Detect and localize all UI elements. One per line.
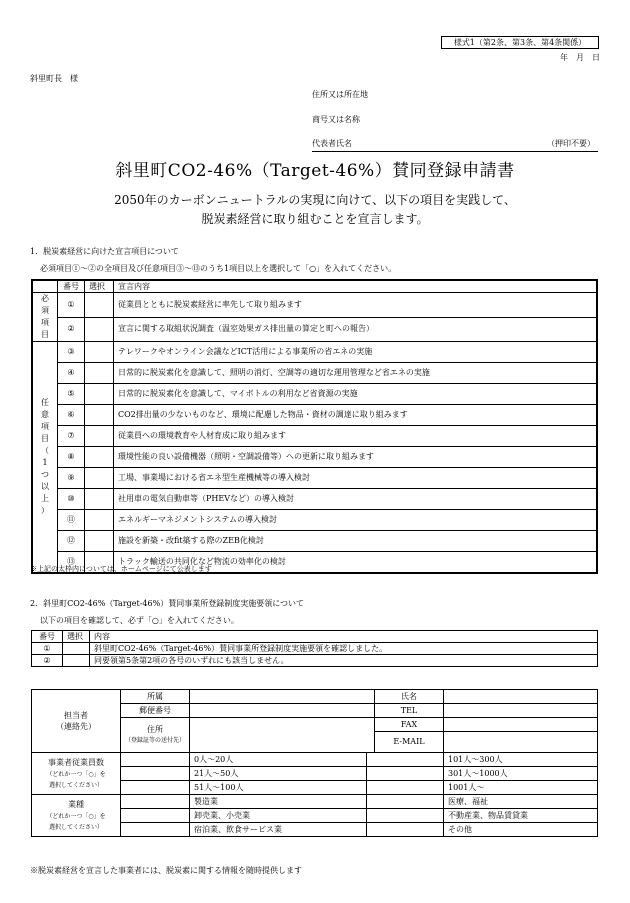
- select-cell[interactable]: [367, 767, 444, 781]
- name-label: 氏名: [375, 690, 444, 704]
- select-cell[interactable]: [85, 363, 114, 384]
- item-number: ⑦: [58, 426, 85, 447]
- item-text: 従業員とともに脱炭素経営に率先して取り組みます: [114, 293, 598, 318]
- group-header-blank: [32, 280, 58, 293]
- select-cell[interactable]: [367, 753, 444, 767]
- industry-option: 卸売業、小売業: [190, 809, 367, 823]
- item-text: エネルギーマネジメントシステムの導入検討: [114, 510, 598, 531]
- industry-option: 不動産業、物品賃貸業: [444, 809, 598, 823]
- item-text: 環境性能の良い設備機器（照明・空調設備等）への更新に取り組みます: [114, 447, 598, 468]
- publication-note: ※上記の太枠内については、ホームページにて公表します: [30, 565, 212, 573]
- item-number: ④: [58, 363, 85, 384]
- required-group-label: 必 須 項 目: [32, 293, 58, 342]
- select-cell[interactable]: [367, 823, 444, 837]
- item-number: ①: [58, 293, 85, 318]
- employees-label: 事業者従業員数 （どれか一つ「○」を 選択してください）: [32, 753, 121, 795]
- select-cell[interactable]: [367, 795, 444, 809]
- item-number: ⑪: [58, 510, 85, 531]
- col-number: 番号: [32, 631, 63, 643]
- postal-label: 郵便番号: [121, 704, 190, 718]
- item-text: 日常的に脱炭素化を意識して、照明の消灯、空調等の適切な運用管理など省エネの実施: [114, 363, 598, 384]
- employees-option: 1001人～: [444, 781, 598, 795]
- select-cell[interactable]: [85, 468, 114, 489]
- select-cell[interactable]: [121, 767, 190, 781]
- col-select: 選択: [85, 280, 114, 293]
- select-cell[interactable]: [85, 317, 114, 342]
- confirmation-table: [31, 630, 598, 667]
- select-cell[interactable]: [85, 293, 114, 318]
- form-number-tag: 様式1（第2条、第3条、第4条関係）: [441, 36, 599, 49]
- contact-table: [31, 689, 598, 837]
- dept-field[interactable]: [190, 690, 375, 704]
- employees-option: 101人～300人: [444, 753, 598, 767]
- item-text: 工場、事業場における省エネ型生産機械等の導入検討: [114, 468, 598, 489]
- seal-note: （押印不要）: [547, 139, 595, 148]
- item-number: ②: [32, 655, 63, 667]
- item-text: 従業員への環境教育や人材育成に取り組みます: [114, 426, 598, 447]
- subtitle-line-2: 脱炭素経営に取り組むことを宣言します。: [201, 212, 429, 226]
- select-cell[interactable]: [63, 643, 90, 655]
- section2-instruction: 以下の項目を確認して、必ず「○」を入れてください。: [40, 616, 239, 625]
- representative-underline: [312, 151, 598, 152]
- col-number: 番号: [58, 280, 85, 293]
- email-field[interactable]: [444, 732, 598, 753]
- tel-label: TEL: [375, 704, 444, 718]
- select-cell[interactable]: [85, 426, 114, 447]
- address-label: 住所 （登録証等の送付先）: [121, 718, 190, 753]
- select-cell[interactable]: [85, 342, 114, 363]
- select-cell[interactable]: [121, 781, 190, 795]
- dept-label: 所属: [121, 690, 190, 704]
- item-text: CO2排出量の少ないものなど、環境に配慮した物品・資材の調達に取り組みます: [114, 405, 598, 426]
- industry-option: 医療、福祉: [444, 795, 598, 809]
- email-label: E-MAIL: [375, 732, 444, 753]
- optional-group-label: 任 意 項 目 （ 1 つ 以 上 ）: [32, 342, 58, 574]
- item-text: トラック輸送の共同化など物流の効率化の検討: [114, 552, 598, 574]
- item-number: ②: [58, 317, 85, 342]
- col-content: 宣言内容: [114, 280, 598, 293]
- company-name-label: 商号又は名称: [312, 115, 360, 124]
- item-number: ⑤: [58, 384, 85, 405]
- select-cell[interactable]: [85, 384, 114, 405]
- address-label: 住所又は所在地: [312, 90, 368, 99]
- employees-option: 0人～20人: [190, 753, 367, 767]
- industry-option: 製造業: [190, 795, 367, 809]
- address-field[interactable]: [190, 718, 375, 753]
- col-content: 内容: [90, 631, 598, 643]
- item-number: ⑥: [58, 405, 85, 426]
- date-line: 年 月 日: [560, 53, 600, 62]
- fax-label: FAX: [375, 718, 444, 732]
- tel-field[interactable]: [444, 704, 598, 718]
- section1-heading: 1．脱炭素経営に向けた宣言項目について: [30, 247, 179, 256]
- col-select: 選択: [63, 631, 90, 643]
- item-text: 同要領第5条第2項の各号のいずれにも該当しません。: [90, 655, 598, 667]
- representative-label: 代表者氏名: [312, 139, 352, 148]
- select-cell[interactable]: [63, 655, 90, 667]
- item-number: ①: [32, 643, 63, 655]
- select-cell[interactable]: [121, 795, 190, 809]
- select-cell[interactable]: [367, 781, 444, 795]
- select-cell[interactable]: [121, 753, 190, 767]
- employees-option: 51人～100人: [190, 781, 367, 795]
- page-title: 斜里町CO2-46%（Target-46%）賛同登録申請書: [115, 161, 515, 181]
- employees-option: 21人～50人: [190, 767, 367, 781]
- item-text: 施設を新築・改fit築する際のZEB化検討: [114, 531, 598, 552]
- item-text: テレワークやオンライン会議などICT活用による事業所の省エネの実施: [114, 342, 598, 363]
- select-cell[interactable]: [121, 809, 190, 823]
- postal-field[interactable]: [190, 704, 375, 718]
- select-cell[interactable]: [121, 823, 190, 837]
- employees-option: 301人～1000人: [444, 767, 598, 781]
- subtitle-line-1: 2050年のカーボンニュートラルの実現に向けて、以下の項目を実践して、: [114, 193, 516, 207]
- select-cell[interactable]: [85, 447, 114, 468]
- section2-heading: 2．斜里町CO2-46%（Target-46%）賛同事業所登録制度実施要領について: [30, 599, 305, 608]
- item-number: ⑧: [58, 447, 85, 468]
- select-cell[interactable]: [85, 489, 114, 510]
- fax-field[interactable]: [444, 718, 598, 732]
- select-cell[interactable]: [85, 531, 114, 552]
- item-number: ⑩: [58, 489, 85, 510]
- addressee: 斜里町長 様: [30, 74, 78, 83]
- item-text: 社用車の電気自動車等（PHEVなど）の導入検討: [114, 489, 598, 510]
- footer-note: ※脱炭素経営を宣言した事業者には、脱炭素に関する情報を随時提供します: [30, 866, 302, 875]
- item-text: 日常的に脱炭素化を意識して、マイボトルの利用など省資源の実施: [114, 384, 598, 405]
- item-number: ⑬: [58, 552, 85, 574]
- item-number: ③: [58, 342, 85, 363]
- person-label: 担当者 （連絡先）: [32, 690, 121, 753]
- industry-label: 業種 （どれか一つ「○」を 選択してください）: [32, 795, 121, 837]
- declaration-table: [31, 279, 598, 574]
- item-number: ⑨: [58, 468, 85, 489]
- industry-option: 宿泊業、飲食サービス業: [190, 823, 367, 837]
- industry-option: その他: [444, 823, 598, 837]
- select-cell[interactable]: [85, 510, 114, 531]
- item-number: ⑫: [58, 531, 85, 552]
- name-field[interactable]: [444, 690, 598, 704]
- item-text: 宣言に関する取組状況調査（温室効果ガス排出量の算定と町への報告）: [114, 317, 598, 342]
- item-text: 斜里町CO2-46%（Target-46%）賛同事業所登録制度実施要領を確認しました。: [90, 643, 598, 655]
- section1-instruction: 必須項目①～②の全項目及び任意項目③～⑬のうち1項目以上を選択して「○」を入れてください。: [40, 264, 397, 273]
- select-cell[interactable]: [367, 809, 444, 823]
- select-cell[interactable]: [85, 405, 114, 426]
